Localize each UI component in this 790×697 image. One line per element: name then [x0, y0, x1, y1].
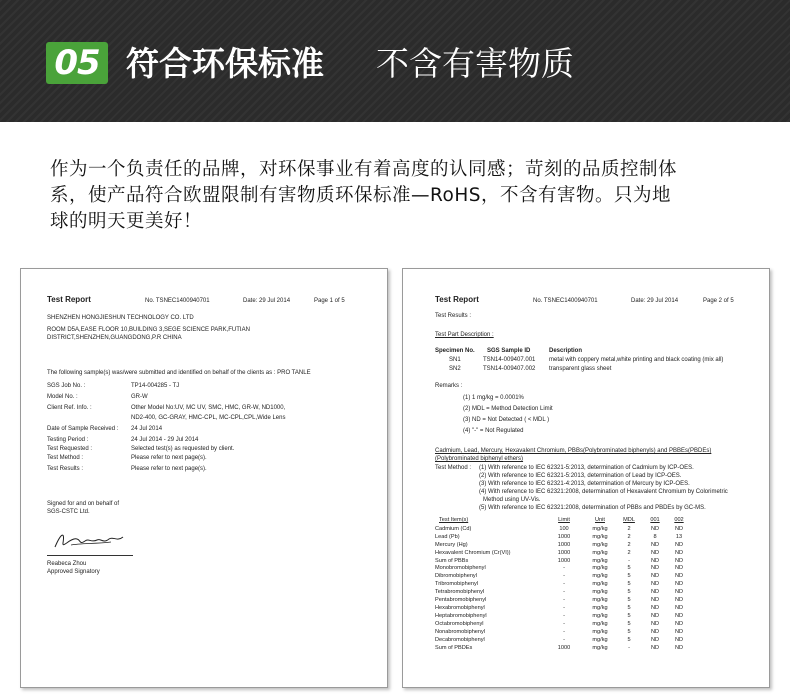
table-cell: Hexavalent Chromium (Cr(VI))	[435, 549, 511, 556]
report-date: Date: 29 Jul 2014	[243, 298, 291, 304]
table-cell: ND	[650, 636, 660, 643]
test-results-label: Test Results :	[435, 313, 472, 319]
table-cell: 13	[675, 533, 683, 540]
table-cell: ND	[674, 549, 684, 556]
remark-item: (3) ND = Not Detected ( < MDL )	[463, 417, 550, 423]
table-cell: Octabromobiphenyl	[435, 620, 484, 627]
table-cell: mg/kg	[592, 644, 608, 651]
table-cell: 1000	[557, 549, 571, 556]
table-cell: -	[563, 620, 565, 627]
table-cell: mg/kg	[592, 581, 608, 588]
table-cell: mg/kg	[592, 604, 608, 611]
page-indicator: Page 1 of 5	[314, 298, 345, 304]
table-cell: ND	[650, 541, 660, 548]
table-cell: Nonabromobiphenyl	[435, 628, 486, 635]
table-cell: ND	[650, 628, 660, 635]
field-label: Model No. :	[47, 394, 78, 400]
test-method-item: (2) With reference to IEC 62321-5:2013, determination of Lead by ICP-OES.	[479, 473, 682, 479]
table-cell: Dibromobiphenyl	[435, 573, 477, 580]
table-row	[435, 581, 691, 589]
specimen-desc: transparent glass sheet	[549, 366, 612, 372]
table-cell: mg/kg	[592, 541, 608, 548]
field-value: 24 Jul 2014 - 29 Jul 2014	[131, 437, 199, 443]
field-value: TP14-004285 - TJ	[131, 383, 180, 389]
table-cell: ND	[650, 589, 660, 596]
table-cell: ND	[674, 620, 684, 627]
table-cell: mg/kg	[592, 565, 608, 572]
table-cell: ND	[674, 604, 684, 611]
table-row	[435, 550, 691, 558]
table-cell: mg/kg	[592, 612, 608, 619]
table-header-cell: MDL	[623, 517, 635, 523]
signatory-title: Approved Signatory	[47, 569, 100, 575]
table-cell: Decabromobiphenyl	[435, 636, 485, 643]
table-cell: ND	[674, 628, 684, 635]
table-cell: Heptabromobiphenyl	[435, 612, 487, 619]
client-address-line-2: DISTRICT,SHENZHEN,GUANGDONG,P.R CHINA	[47, 335, 182, 341]
table-cell: mg/kg	[592, 533, 608, 540]
table-cell: Tribromobiphenyl	[435, 581, 479, 588]
table-cell: ND	[674, 597, 684, 604]
table-cell: 5	[627, 628, 631, 635]
table-row	[435, 645, 691, 653]
client-company: SHENZHEN HONGJIESHUN TECHNOLOGY CO. LTD	[47, 315, 194, 321]
test-method-item: Method using UV-Vis.	[483, 497, 541, 503]
table-cell: 2	[627, 525, 631, 532]
table-cell: ND	[674, 589, 684, 596]
table-cell: Pentabromobiphenyl	[435, 597, 487, 604]
table-cell: 5	[627, 565, 631, 572]
table-cell: mg/kg	[592, 636, 608, 643]
table-row	[435, 605, 691, 613]
table-header-cell: Limit	[558, 517, 570, 523]
table-cell: 5	[627, 604, 631, 611]
table-cell: 5	[627, 612, 631, 619]
table-cell: ND	[650, 597, 660, 604]
table-cell: mg/kg	[592, 525, 608, 532]
specimen-id: TSN14-009407.001	[483, 357, 536, 363]
test-heading-line-2: (Polybrominated biphenyl ethers)	[435, 456, 524, 462]
table-cell: ND	[674, 573, 684, 580]
table-row	[435, 526, 691, 534]
table-cell: Tetrabromobiphenyl	[435, 589, 485, 596]
table-cell: ND	[650, 581, 660, 588]
field-value: Please refer to next page(s).	[131, 455, 207, 461]
remarks-label: Remarks :	[435, 383, 463, 389]
test-heading-line-1: Cadmium, Lead, Mercury, Hexavalent Chromium, PBBs(Polybrominated biphenyls) and PBBEs(PBDEs)	[435, 448, 712, 454]
table-cell: -	[563, 612, 565, 619]
table-cell: 2	[627, 549, 631, 556]
table-cell: 5	[627, 636, 631, 643]
signature-image	[51, 525, 131, 553]
test-method-item: (5) With reference to IEC 62321:2008, determination of PBBs and PBDEs by GC-MS.	[479, 505, 706, 511]
table-cell: mg/kg	[592, 597, 608, 604]
table-row	[435, 573, 691, 581]
table-cell: mg/kg	[592, 620, 608, 627]
table-cell: 5	[627, 620, 631, 627]
table-cell: ND	[650, 557, 660, 564]
table-cell: Cadmium (Cd)	[435, 525, 472, 532]
table-header-cell: 001	[650, 517, 660, 523]
field-label: Testing Period :	[47, 437, 89, 443]
intro-line: 作为一个负责任的品牌，对环保事业有着高度的认同感；苛刻的品质控制体	[50, 159, 678, 180]
specimen-desc: metal with coppery metal,white printing and black coating (mix all)	[549, 357, 724, 363]
remark-item: (4) "-" = Not Regulated	[463, 428, 524, 434]
table-cell: -	[563, 628, 565, 635]
field-label: Test Requested :	[47, 446, 93, 452]
table-cell: -	[563, 573, 565, 580]
table-cell: 8	[653, 533, 657, 540]
field-label: Test Results :	[47, 466, 84, 472]
table-cell: Mercury (Hg)	[435, 541, 468, 548]
table-cell: ND	[650, 525, 660, 532]
specimen-header: SGS Sample ID	[487, 348, 531, 354]
test-report-page-1	[20, 268, 388, 688]
test-method-item: (1) With reference to IEC 62321-5:2013, determination of Cadmium by ICP-OES.	[479, 465, 694, 471]
table-cell: ND	[650, 612, 660, 619]
table-row	[435, 542, 691, 550]
field-value: Please refer to next page(s).	[131, 466, 207, 472]
field-value: Selected test(s) as requested by client.	[131, 446, 235, 452]
table-cell: 1000	[557, 533, 571, 540]
test-method-item: (3) With reference to IEC 62321-4:2013, determination of Mercury by ICP-OES.	[479, 481, 690, 487]
table-cell: Sum of PBBs	[435, 557, 469, 564]
table-cell: ND	[650, 573, 660, 580]
table-cell: 2	[627, 541, 631, 548]
intro-line: 系，使产品符合欧盟限制有害物质环保标准—RoHS，不含有害物。只为地	[50, 185, 671, 206]
table-row	[435, 613, 691, 621]
table-cell: 5	[627, 597, 631, 604]
table-cell: mg/kg	[592, 557, 608, 564]
table-header-row	[435, 517, 691, 526]
table-cell: Lead (Pb)	[435, 533, 460, 540]
table-cell: 5	[627, 589, 631, 596]
table-row	[435, 558, 691, 566]
results-table	[435, 517, 691, 652]
section-title-bold: 符合环保标准	[126, 44, 324, 83]
report-number: No. TSNEC1400940701	[145, 298, 210, 304]
client-address-line-1: ROOM D5A,EASE FLOOR 10,BUILDING 3,SEGE SCIENCE PARK,FUTIAN	[47, 327, 250, 333]
table-cell: mg/kg	[592, 628, 608, 635]
report-title: Test Report	[435, 295, 479, 304]
table-cell: Hexabromobiphenyl	[435, 604, 485, 611]
table-header-cell: 002	[674, 517, 684, 523]
section-number-badge: 05	[46, 42, 108, 84]
table-cell: ND	[674, 612, 684, 619]
page-indicator: Page 2 of 5	[703, 298, 734, 304]
specimen-no: SN1	[449, 357, 461, 363]
report-date: Date: 29 Jul 2014	[631, 298, 679, 304]
report-number: No. TSNEC1400940701	[533, 298, 598, 304]
table-cell: Sum of PBDEs	[435, 644, 473, 651]
test-method-item: (4) With reference to IEC 62321:2008, determination of Hexavalent Chromium by Colorimetric	[479, 489, 728, 495]
table-cell: -	[628, 557, 630, 564]
field-label: SGS Job No. :	[47, 383, 86, 389]
field-value: Other Model No:UV, MC UV, SMC, HMC, GR-W, ND1000,	[131, 405, 286, 411]
remark-item: (1) 1 mg/kg = 0.0001%	[463, 395, 524, 401]
table-cell: ND	[650, 549, 660, 556]
table-row	[435, 621, 691, 629]
signatory-name: Reabeca Zhou	[47, 561, 87, 567]
table-header-cell: Test Item(s)	[439, 517, 469, 523]
table-cell: 1000	[557, 644, 571, 651]
table-row	[435, 565, 691, 573]
table-row	[435, 589, 691, 597]
table-cell: ND	[674, 581, 684, 588]
table-cell: -	[563, 581, 565, 588]
table-cell: 5	[627, 573, 631, 580]
field-value: ND2-400, GC-GRAY, HMC-CPL, MC-CPL,CPL,Wide Lens	[131, 415, 286, 421]
table-cell: ND	[674, 644, 684, 651]
table-cell: ND	[650, 565, 660, 572]
specimen-no: SN2	[449, 366, 461, 372]
signature-line	[47, 555, 133, 556]
table-cell: -	[563, 636, 565, 643]
test-part-description-label: Test Part Description :	[435, 332, 494, 338]
table-cell: ND	[674, 525, 684, 532]
specimen-id: TSN14-009407.002	[483, 366, 536, 372]
intro-line: 球的明天更美好！	[50, 211, 203, 232]
table-cell: ND	[650, 644, 660, 651]
field-label: Date of Sample Received :	[47, 426, 119, 432]
table-cell: -	[563, 565, 565, 572]
table-row	[435, 629, 691, 637]
table-row	[435, 637, 691, 645]
header-banner	[0, 0, 790, 122]
test-method-label: Test Method :	[435, 465, 472, 471]
table-cell: ND	[674, 557, 684, 564]
table-cell: ND	[674, 565, 684, 572]
table-cell: -	[563, 589, 565, 596]
table-cell: -	[563, 597, 565, 604]
table-cell: 2	[627, 533, 631, 540]
specimen-header: Description	[549, 348, 583, 354]
table-cell: 5	[627, 581, 631, 588]
field-label: Client Ref. Info. :	[47, 405, 92, 411]
table-cell: ND	[674, 636, 684, 643]
test-report-page-2	[402, 268, 770, 688]
sample-statement: The following sample(s) was/were submitted and identified on behalf of the clients as : PRO TANLE	[47, 370, 311, 376]
table-cell: ND	[650, 620, 660, 627]
table-header-cell: Unit	[595, 517, 605, 523]
table-cell: 1000	[557, 557, 571, 564]
table-cell: mg/kg	[592, 549, 608, 556]
table-cell: Monobromobiphenyl	[435, 565, 486, 572]
table-cell: ND	[650, 604, 660, 611]
signed-organization: SGS-CSTC Ltd.	[47, 509, 90, 515]
table-cell: mg/kg	[592, 573, 608, 580]
specimen-header: Specimen No.	[435, 348, 475, 354]
intro-paragraph	[50, 157, 750, 235]
section-title-light: 不含有害物质	[376, 44, 574, 83]
field-value: GR-W	[131, 394, 148, 400]
table-row	[435, 597, 691, 605]
report-title: Test Report	[47, 295, 91, 304]
field-value: 24 Jul 2014	[131, 426, 163, 432]
table-cell: -	[563, 604, 565, 611]
table-cell: 100	[559, 525, 569, 532]
signed-on-behalf: Signed for and on behalf of	[47, 501, 120, 507]
table-cell: -	[628, 644, 630, 651]
table-cell: ND	[674, 541, 684, 548]
field-label: Test Method :	[47, 455, 84, 461]
table-cell: mg/kg	[592, 589, 608, 596]
table-row	[435, 534, 691, 542]
table-cell: 1000	[557, 541, 571, 548]
remark-item: (2) MDL = Method Detection Limit	[463, 406, 553, 412]
